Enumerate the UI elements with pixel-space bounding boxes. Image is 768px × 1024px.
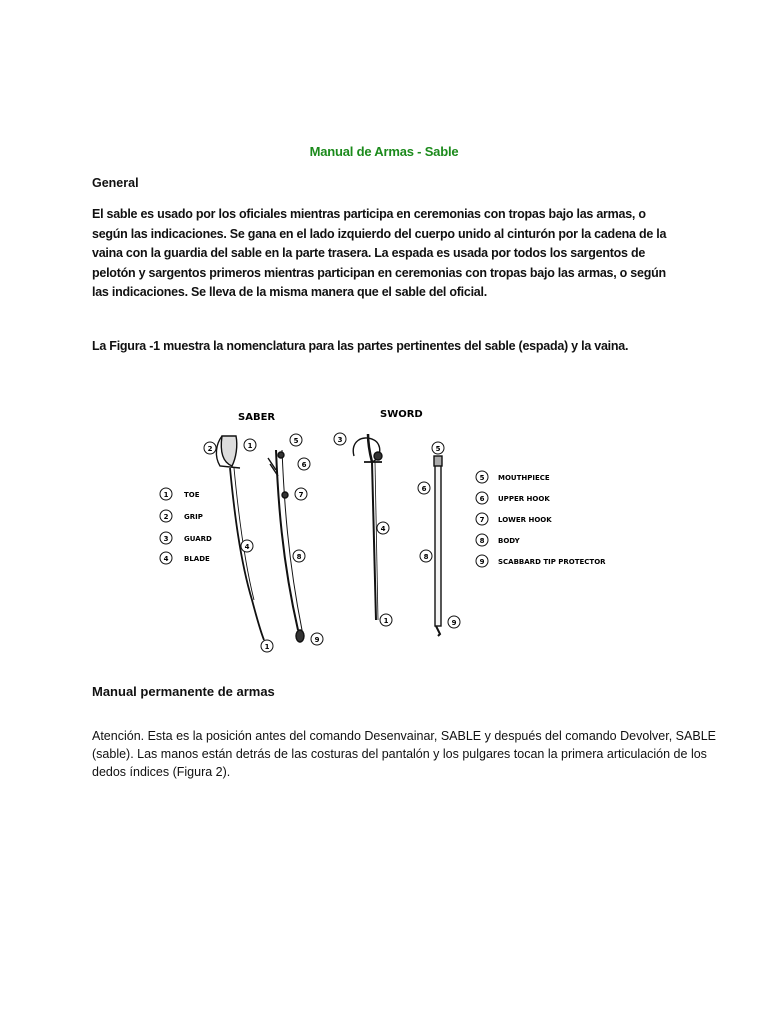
svg-text:4: 4 xyxy=(163,555,169,563)
svg-text:2: 2 xyxy=(163,513,169,521)
svg-text:3: 3 xyxy=(163,535,169,543)
saber-scabbard-drawing xyxy=(268,450,304,642)
diagram-callouts xyxy=(204,433,460,652)
page-title: Manual de Armas - Sable xyxy=(309,144,459,159)
figure-intro-paragraph: La Figura -1 muestra la nomenclatura para las partes pertinentes del sable (espada) y la vaina. xyxy=(92,339,629,353)
legend-grip: GRIP xyxy=(184,513,203,521)
callout-9-sword: 9 xyxy=(451,619,457,627)
callout-7-saber: 7 xyxy=(298,491,304,499)
callout-5-sword: 5 xyxy=(435,445,441,453)
svg-text:1: 1 xyxy=(163,491,169,499)
legend-toe: TOE xyxy=(184,491,200,499)
callout-1-saber-toe: 1 xyxy=(264,643,270,651)
callout-4-sword: 4 xyxy=(380,525,386,533)
callout-8-saber: 8 xyxy=(296,553,302,561)
legend-upper-hook: UPPER HOOK xyxy=(498,495,550,503)
svg-text:6: 6 xyxy=(479,495,485,503)
sword-label: SWORD xyxy=(380,409,423,420)
saber-sword-diagram xyxy=(150,400,630,660)
svg-text:5: 5 xyxy=(479,474,485,482)
callout-8-sword: 8 xyxy=(423,553,429,561)
callout-9-saber: 9 xyxy=(314,636,320,644)
svg-text:7: 7 xyxy=(479,516,485,524)
legend-guard: GUARD xyxy=(184,535,212,543)
legend-right xyxy=(476,471,606,567)
callout-4-saber: 4 xyxy=(244,543,250,551)
callout-6-sword: 6 xyxy=(421,485,427,493)
legend-mouthpiece: MOUTHPIECE xyxy=(498,474,550,482)
section-heading-manual-permanente: Manual permanente de armas xyxy=(92,684,275,699)
legend-blade: BLADE xyxy=(184,555,210,563)
sword-scabbard-drawing xyxy=(434,456,442,636)
legend-left xyxy=(160,488,212,564)
legend-body: BODY xyxy=(498,537,520,545)
callout-6-saber: 6 xyxy=(301,461,307,469)
svg-text:8: 8 xyxy=(479,537,485,545)
callout-5-saber: 5 xyxy=(293,437,299,445)
saber-drawing xyxy=(216,436,264,640)
legend-lower-hook: LOWER HOOK xyxy=(498,516,552,524)
callout-2: 2 xyxy=(207,445,213,453)
manual-permanente-paragraph: Atención. Esta es la posición antes del comando Desenvainar, SABLE y después del comando Devolver, SABLE (sable). Las manos están detrás de las costuras del pantalón y los pulgares tocan la primera articulación de los dedos índices (Figura 2). xyxy=(92,729,716,779)
legend-scabbard-tip-protector: SCABBARD TIP PROTECTOR xyxy=(498,558,606,566)
callout-1-top: 1 xyxy=(247,442,253,450)
callout-1-sword: 1 xyxy=(383,617,389,625)
section-heading-general: General xyxy=(92,176,139,190)
callout-3-sword: 3 xyxy=(337,436,343,444)
saber-label: SABER xyxy=(238,412,276,423)
general-paragraph: El sable es usado por los oficiales mientras participa en ceremonias con tropas bajo las armas, o según las indicaciones. Se gana en el lado izquierdo del cuerpo unido al cinturón por la cadena de la vaina con la guardia del sable en la parte trasera. La espada es usada por todos los sargentos de pelotón y sargentos primeros mientras participan en ceremonias con tropas bajo las armas, o según las indicaciones. Se lleva de la misma manera que el sable del oficial. xyxy=(92,207,667,299)
svg-text:9: 9 xyxy=(479,558,485,566)
